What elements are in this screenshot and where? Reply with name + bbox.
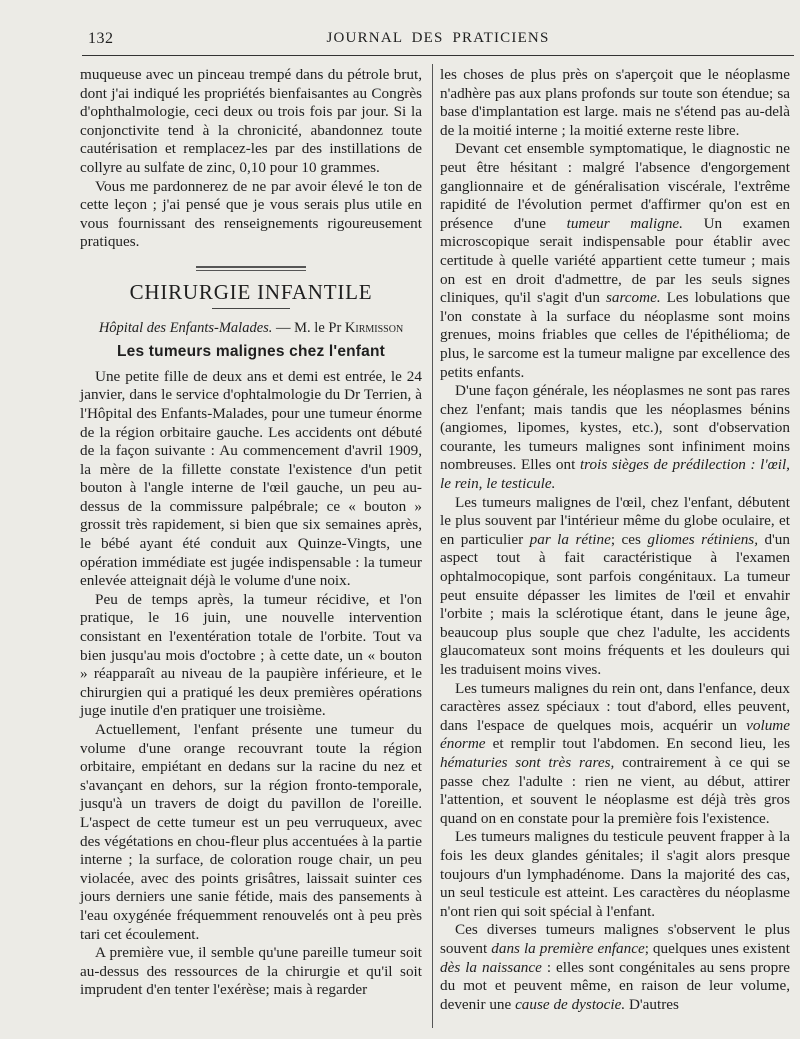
emphasis: dès la naissance (440, 958, 542, 976)
text-run: Les lobulations que l'on constate à la surface du néoplasme sont moins grenues, moins friables que celles de l'épithélioma; de plus, le sarcome est la tumeur maligne par excellence des petits enfants. (440, 289, 790, 381)
header-rule (82, 55, 794, 56)
emphasis: tumeur maligne. (566, 214, 683, 232)
author-name: Kirmisson (344, 319, 404, 336)
paragraph (440, 382, 790, 494)
text-run: Devant cet ensemble symptomatique, le diagnostic ne peut être hésitant : malgré l'absence d'engorgement ganglionnaire et de généralisation viscérale, l'extrême rapidité de l'évolution permet d'affirmer qu'on est en présence d'une (440, 140, 790, 232)
emphasis: trois sièges de prédilection : l'œil, le rein, le testicule. (440, 456, 790, 493)
text-run: ; quelques unes existent (644, 939, 790, 957)
emphasis: par la rétine (529, 530, 611, 548)
text-run: D'autres (625, 995, 679, 1013)
right-column (440, 66, 790, 1014)
emphasis: dans la première enfance (491, 939, 645, 957)
left-column (80, 66, 422, 1000)
text-run: : elles sont congénitales au sens propre du mot et peuvent même, en raison de leur volume, devenir une (440, 958, 790, 1013)
hospital-name: Hôpital des Enfants-Malades. (98, 319, 273, 336)
section-title: CHIRURGIE INFANTILE (129, 279, 373, 304)
paragraph: Vous me pardonnerez de ne par avoir élevé le ton de cette leçon ; j'ai pensé que je vous serais plus utile en vous fournissant des renseignements rigoureusement pratiques. (80, 177, 422, 251)
text-run: et remplir tout l'abdomen. En second lieu, les (485, 735, 790, 753)
paragraph (440, 494, 790, 680)
text-run: d'un aspect tout à fait caractéristique à l'examen ophtalmocopique, sont parfois congénitaux. La tumeur peut ensuite dépasser les limites de l'œil et envahir l'orbite ; mais la sclérotique étant, dans le jeune âge, beaucoup plus souple que chez l'adulte, les accidents glaucomateux sont moins fréquents et les douleurs qui les traduisent moins vives. (440, 530, 790, 678)
text-run: Les tumeurs malignes du rein ont, dans l'enfance, deux caractères assez spéciaux : tout d'abord, elles peuvent, dans l'espace de quelques mois, acquérir un (440, 679, 790, 734)
section-rule (212, 308, 290, 309)
text-run: Ces diverses tumeurs malignes s'observent le plus souvent (440, 921, 790, 957)
emphasis: sarcome. (605, 289, 661, 307)
emphasis: hématuries sont très rares, (440, 753, 615, 771)
column-divider (432, 64, 433, 1028)
author-prefix: — M. le Pr (276, 319, 342, 336)
paragraph: Actuellement, l'enfant présente une tumeur du volume d'une orange recouvrant toute la région orbitaire, empiétant en dedans sur la racine du nez et s'avançant en dehors, sur la région fronto-temporale, jusqu'à un travers de doigt du pavillon de l'oreille. L'aspect de cette tumeur est un peu verruqueux, avec des végétations en chou-fleur plus accentuées à la partie interne ; la surface, de coloration rouge chair, un peu violacée, avec des points grisâtres, laissait suinter ces jours derniers une sanie fétide, mais des pansements à l'eau oxygénée fréquemment renouvelés ont à peu près tari cet écoulement. (80, 721, 422, 943)
hospital-line (80, 319, 422, 338)
paragraph (440, 140, 790, 382)
text-run: contrairement à ce qui se passe chez l'adulte : rien ne vient, au début, attirer l'attention, et souvent le néoplasme est déjà très gros quand on en constate pour la première fois l'existence. (440, 753, 790, 827)
text-run: Les tumeurs malignes de l'œil, chez l'enfant, débutent le plus souvent par l'intérieur même du globe oculaire, et en particulier (440, 493, 790, 548)
paragraph: A première vue, il semble qu'une pareille tumeur soit au-dessus des ressources de la chirurgie et qu'il soit imprudent d'en tenter l'exérèse; mais à regarder (80, 944, 422, 999)
text-run: D'une façon générale, les néoplasmes ne sont pas rares chez l'enfant; mais tandis que les néoplasmes bénins (angiomes, lipomes, kystes, etc.), sont d'observation courante, les tumeurs malignes sont infiniment moins nombreuses. Elles ont (440, 382, 790, 474)
page-number: 132 (88, 30, 114, 47)
paragraph: les choses de plus près on s'aperçoit que le néoplasme n'adhère pas aux plans profonds sur toute son étendue; sa base d'implantation est large. mais ne s'étend pas au-delà de la moitié interne ; la moitié externe reste libre. (440, 66, 790, 139)
article-title: Les tumeurs malignes chez l'enfant (116, 343, 386, 361)
journal-title: JOURNAL DES PRATICIENS (326, 30, 550, 46)
paragraph (440, 921, 790, 1014)
emphasis: volume énorme (440, 716, 790, 753)
text-run: ; ces (610, 530, 648, 548)
section-separator (196, 266, 306, 271)
text-run: Un examen microscopique serait indispensable pour établir avec certitude à quelle variété appartient cette tumeur ; mais on est en droit d'admettre, de par les seuls signes cliniques, qu'il s'agit d'un (440, 214, 790, 307)
emphasis: cause de dystocie. (515, 995, 626, 1013)
page-header (82, 28, 794, 50)
paragraph: Une petite fille de deux ans et demi est entrée, le 24 janvier, dans le service d'ophtalmologie du Dr Terrien, à l'Hôpital des Enfants-Malades, pour une tumeur énorme de la région orbitaire gauche. Les accidents ont débuté de la façon suivante : Au commencement d'avril 1909, la mère de la fillette constate l'existence d'un petit bouton à l'angle interne de l'œil gauche, un peu au-dessus de la commissure palpébrale; ce « bouton » grossit très rapidement, si bien que six semaines après, le bébé ayant été conduit aux Quinze-Vingts, une opération immédiate est jugée indispensable : la tumeur enlevée atteignait déjà le volume d'une noix. (80, 367, 422, 590)
paragraph: Peu de temps après, la tumeur récidive, et l'on pratique, le 16 juin, une nouvelle intervention consistant en l'exentération totale de l'orbite. Tout va bien jusqu'au mois d'octobre ; à cette date, un « bouton » réapparaît au niveau de la paupière inférieure, et le chirurgien qui a pratiqué les deux premières opérations juge inutile d'en pratiquer une troisième. (80, 590, 422, 720)
paragraph: muqueuse avec un pinceau trempé dans du pétrole brut, dont j'ai indiqué les propriétés bienfaisantes au Congrès d'ophthalmologie, ceci deux ou trois fois par jour. Si la conjonctivite tend à la chronicité, abandonnez toute cautérisation et remplacez-les par des instillations de collyre au sulfate de zinc, 0,10 pour 10 grammes. (80, 66, 422, 176)
paragraph: Les tumeurs malignes du testicule peuvent frapper à la fois les deux glandes génitales; il s'agit alors presque toujours d'un lymphadénome. Dans la majorité des cas, un seul testicule est atteint. Les caractères du néoplasme n'ont rien qui soit spécial à l'enfant. (440, 828, 790, 920)
emphasis: gliomes rétiniens, (647, 530, 759, 548)
paragraph (440, 680, 790, 829)
